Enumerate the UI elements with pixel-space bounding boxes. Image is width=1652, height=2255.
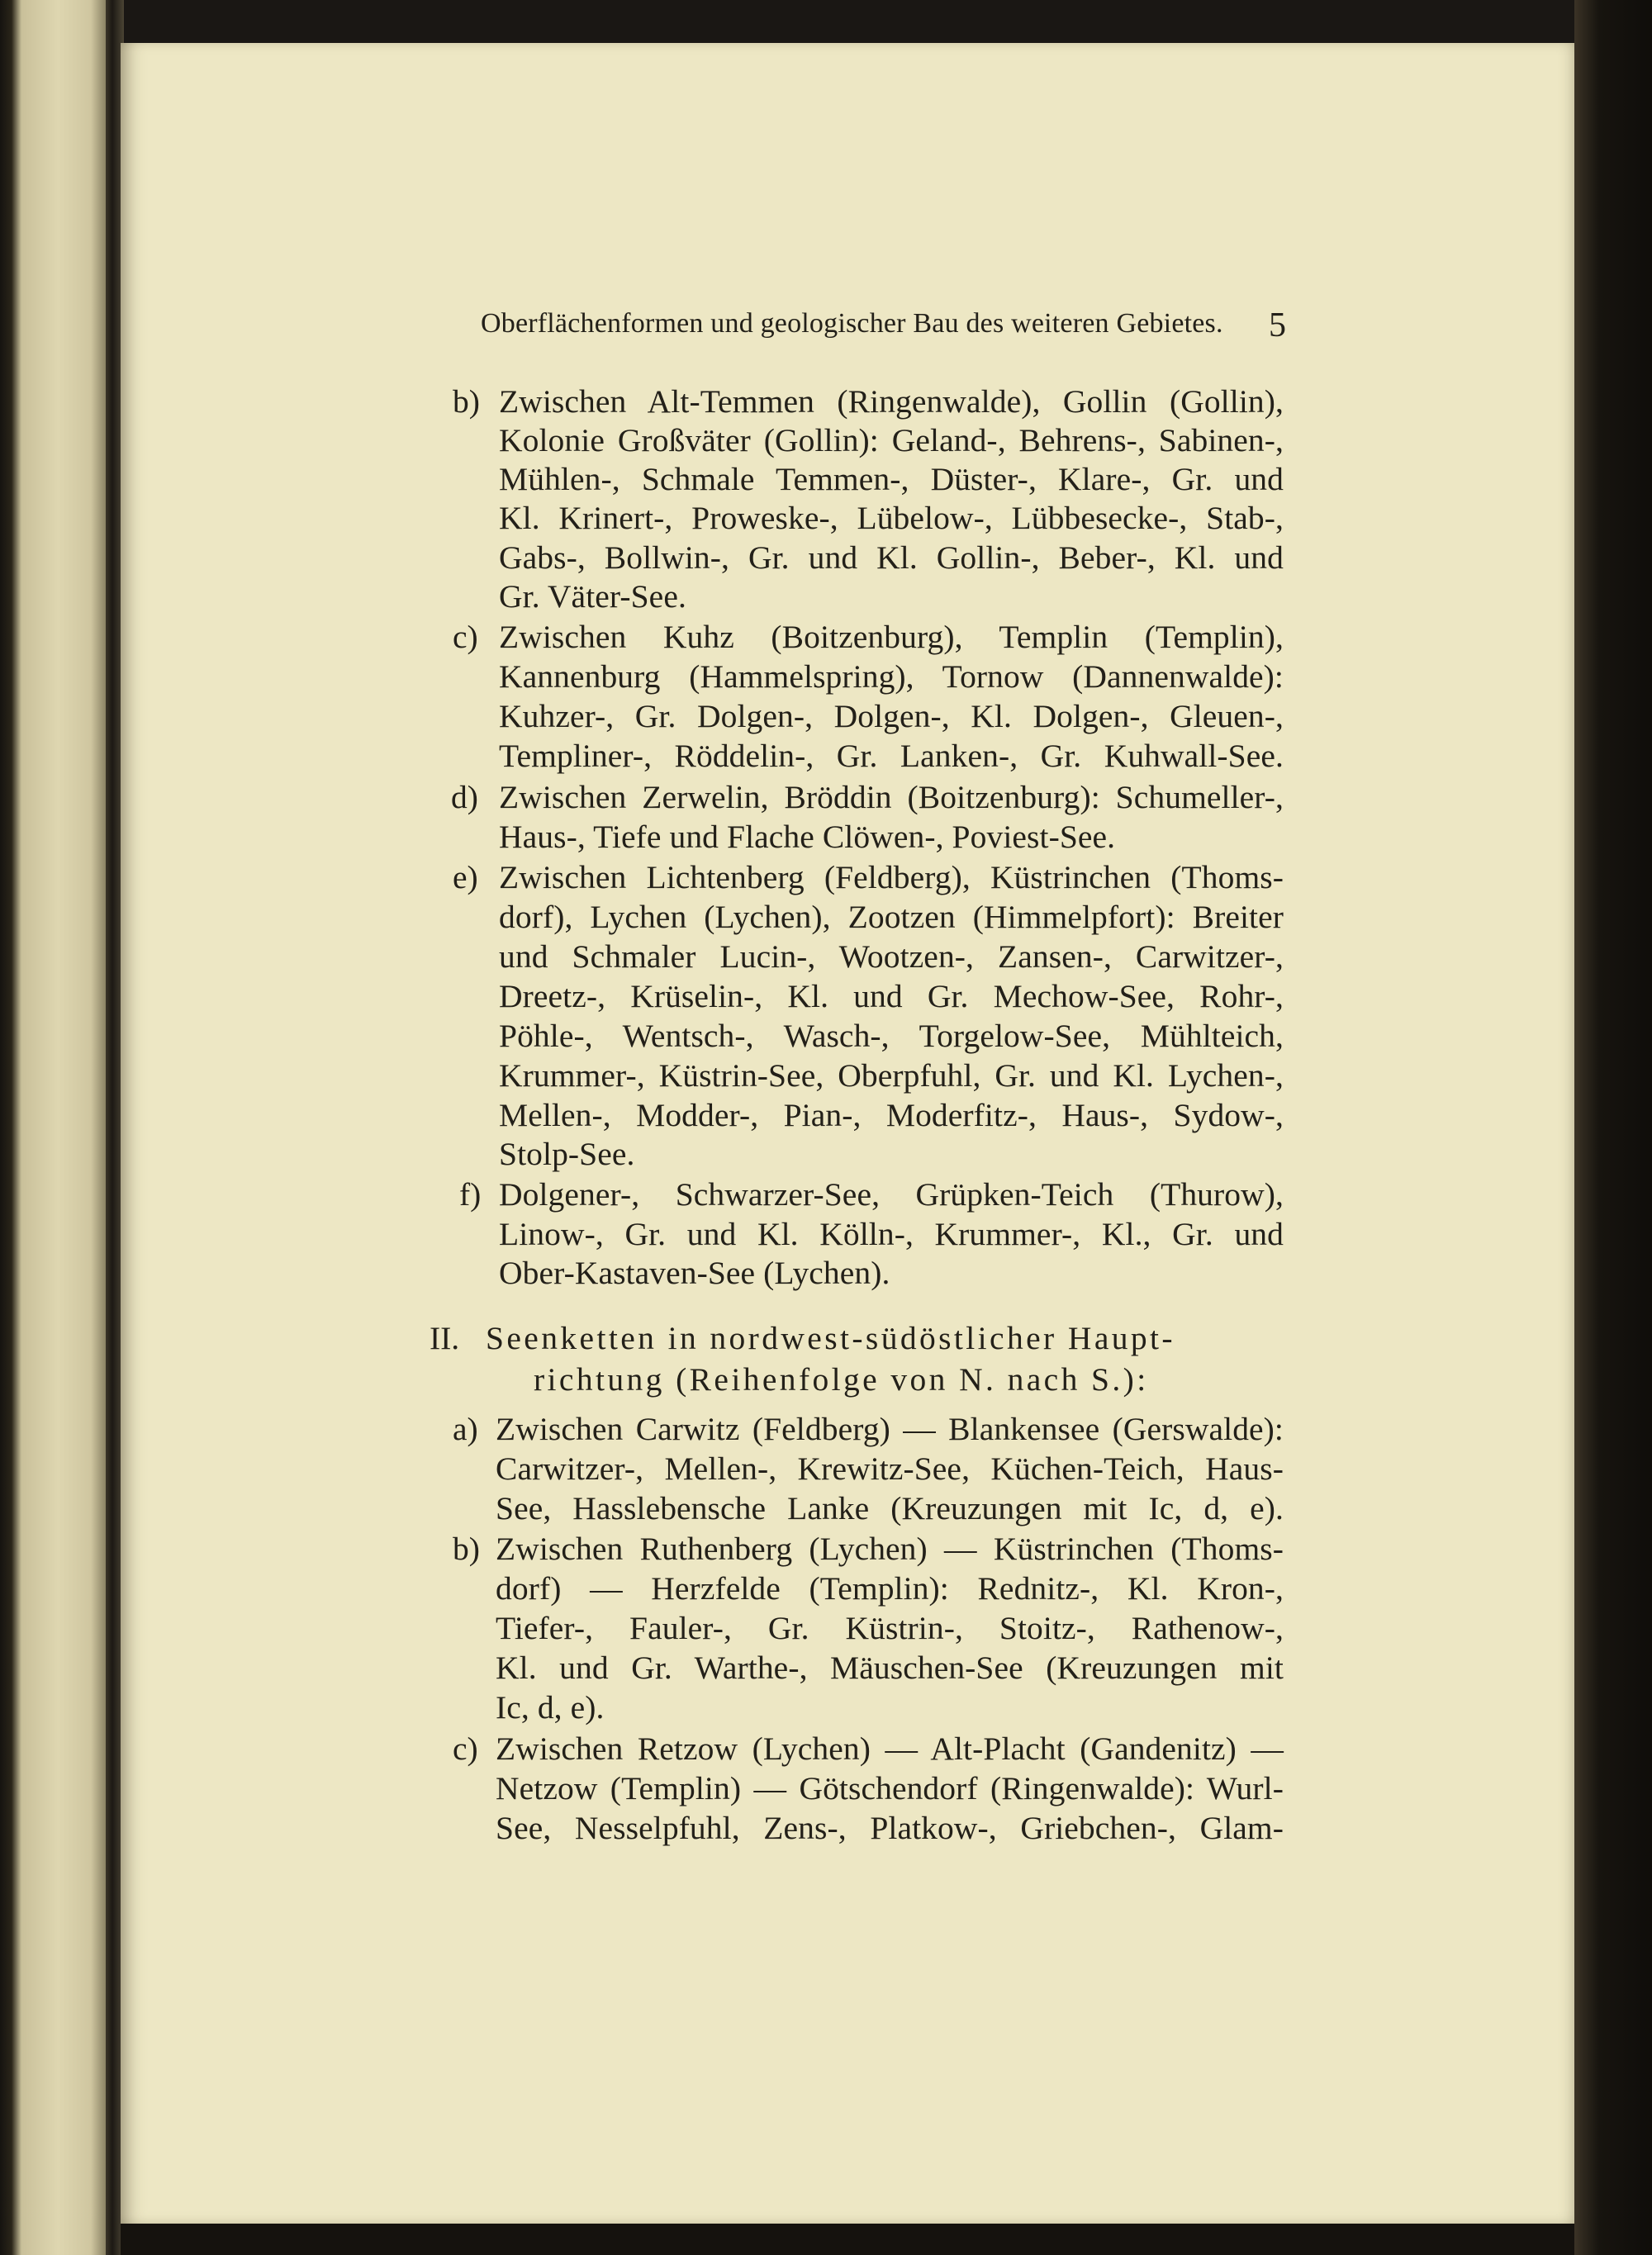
text-line: Gr. Väter-See. bbox=[499, 578, 686, 615]
text-line: Kl. und Gr. Warthe-, Mäuschen-See (Kreuzungen mit bbox=[496, 1650, 1284, 1686]
text-line: und Schmaler Lucin-, Wootzen-, Zansen-, Carwitzer-, bbox=[499, 938, 1284, 975]
text-line: Krummer-, Küstrin-See, Oberpfuhl, Gr. und Kl. Lychen-, bbox=[499, 1057, 1284, 1094]
text-line: Mellen-, Modder-, Pian-, Moderfitz-, Haus-, Sydow-, bbox=[499, 1097, 1284, 1133]
text-line: Zwischen Lichtenberg (Feldberg), Küstrinchen (Thoms- bbox=[499, 859, 1284, 895]
page-number: 5 bbox=[1269, 306, 1286, 344]
text-line: Stolp-See. bbox=[499, 1136, 635, 1172]
running-header: Oberflächenformen und geologischer Bau des weiteren Gebietes. bbox=[481, 308, 1223, 339]
text-line: Kolonie Großväter (Gollin): Geland-, Behrens-, Sabinen-, bbox=[499, 422, 1284, 458]
item-label-IIb: b) bbox=[453, 1531, 480, 1567]
item-label-Ib: b) bbox=[453, 383, 480, 420]
item-label-Id: d) bbox=[451, 779, 478, 815]
text-line: See, Hasslebensche Lanke (Kreuzungen mit Ic, d, e). bbox=[496, 1490, 1284, 1526]
section-heading: richtung (Reihenfolge von N. nach S.): bbox=[534, 1361, 1149, 1398]
text-line: dorf) — Herzfelde (Templin): Rednitz-, Kl. Kron-, bbox=[496, 1570, 1284, 1607]
text-line: Tiefer-, Fauler-, Gr. Küstrin-, Stoitz-, Rathenow-, bbox=[496, 1610, 1284, 1646]
book-cover-edge bbox=[1574, 0, 1652, 2255]
text-line: dorf), Lychen (Lychen), Zootzen (Himmelpfort): Breiter bbox=[499, 899, 1284, 935]
section-heading: Seenketten in nordwest-südöstlicher Haupt- bbox=[486, 1320, 1175, 1356]
text-line: Zwischen Zerwelin, Bröddin (Boitzenburg): Schumeller-, bbox=[499, 779, 1284, 815]
text-line: Zwischen Kuhz (Boitzenburg), Templin (Templin), bbox=[499, 619, 1284, 655]
text-line: Ober-Kastaven-See (Lychen). bbox=[499, 1255, 890, 1291]
text-line: Dreetz-, Krüselin-, Kl. und Gr. Mechow-See, Rohr-, bbox=[499, 978, 1284, 1014]
text-line: Kannenburg (Hammelspring), Tornow (Dannenwalde): bbox=[499, 658, 1284, 695]
text-line: Kl. Krinert-, Proweske-, Lübelow-, Lübbesecke-, Stab-, bbox=[499, 500, 1284, 536]
item-label-IIc: c) bbox=[453, 1730, 478, 1767]
text-line: Pöhle-, Wentsch-, Wasch-, Torgelow-See, Mühlteich, bbox=[499, 1018, 1284, 1054]
item-label-Ic: c) bbox=[453, 619, 478, 655]
text-line: Haus-, Tiefe und Flache Clöwen-, Poviest-See. bbox=[499, 819, 1116, 855]
item-label-Ie: e) bbox=[453, 859, 478, 895]
text-line: Zwischen Ruthenberg (Lychen) — Küstrinchen (Thoms- bbox=[496, 1531, 1284, 1567]
text-line: Zwischen Retzow (Lychen) — Alt-Placht (Gandenitz) — bbox=[496, 1730, 1284, 1767]
page bbox=[121, 43, 1574, 2224]
text-line: See, Nesselpfuhl, Zens-, Platkow-, Griebchen-, Glam- bbox=[496, 1810, 1284, 1846]
left-page-edge bbox=[0, 0, 116, 2255]
text-line: Zwischen Carwitz (Feldberg) — Blankensee (Gerswalde): bbox=[496, 1411, 1284, 1447]
text-line: Gabs-, Bollwin-, Gr. und Kl. Gollin-, Beber-, Kl. und bbox=[499, 539, 1284, 576]
item-label-IIa: a) bbox=[453, 1411, 478, 1447]
text-line: Linow-, Gr. und Kl. Kölln-, Krummer-, Kl., Gr. und bbox=[499, 1216, 1284, 1252]
text-line: Ic, d, e). bbox=[496, 1689, 605, 1726]
text-line: Kuhzer-, Gr. Dolgen-, Dolgen-, Kl. Dolgen-, Gleuen-, bbox=[499, 698, 1284, 734]
text-line: Zwischen Alt-Temmen (Ringenwalde), Gollin (Gollin), bbox=[499, 383, 1284, 420]
bottom-shadow bbox=[121, 2224, 1574, 2255]
text-line: Templiner-, Röddelin-, Gr. Lanken-, Gr. Kuhwall-See. bbox=[499, 738, 1284, 774]
text-line: Carwitzer-, Mellen-, Krewitz-See, Küchen-Teich, Haus- bbox=[496, 1450, 1284, 1487]
text-line: Dolgener-, Schwarzer-See, Grüpken-Teich (Thurow), bbox=[499, 1176, 1284, 1213]
item-label-If: f) bbox=[459, 1176, 482, 1213]
text-line: Mühlen-, Schmale Temmen-, Düster-, Klare-, Gr. und bbox=[499, 461, 1284, 497]
text-line: Netzow (Templin) — Götschendorf (Ringenwalde): Wurl- bbox=[496, 1770, 1284, 1806]
section-numeral-II: II. bbox=[430, 1320, 460, 1356]
